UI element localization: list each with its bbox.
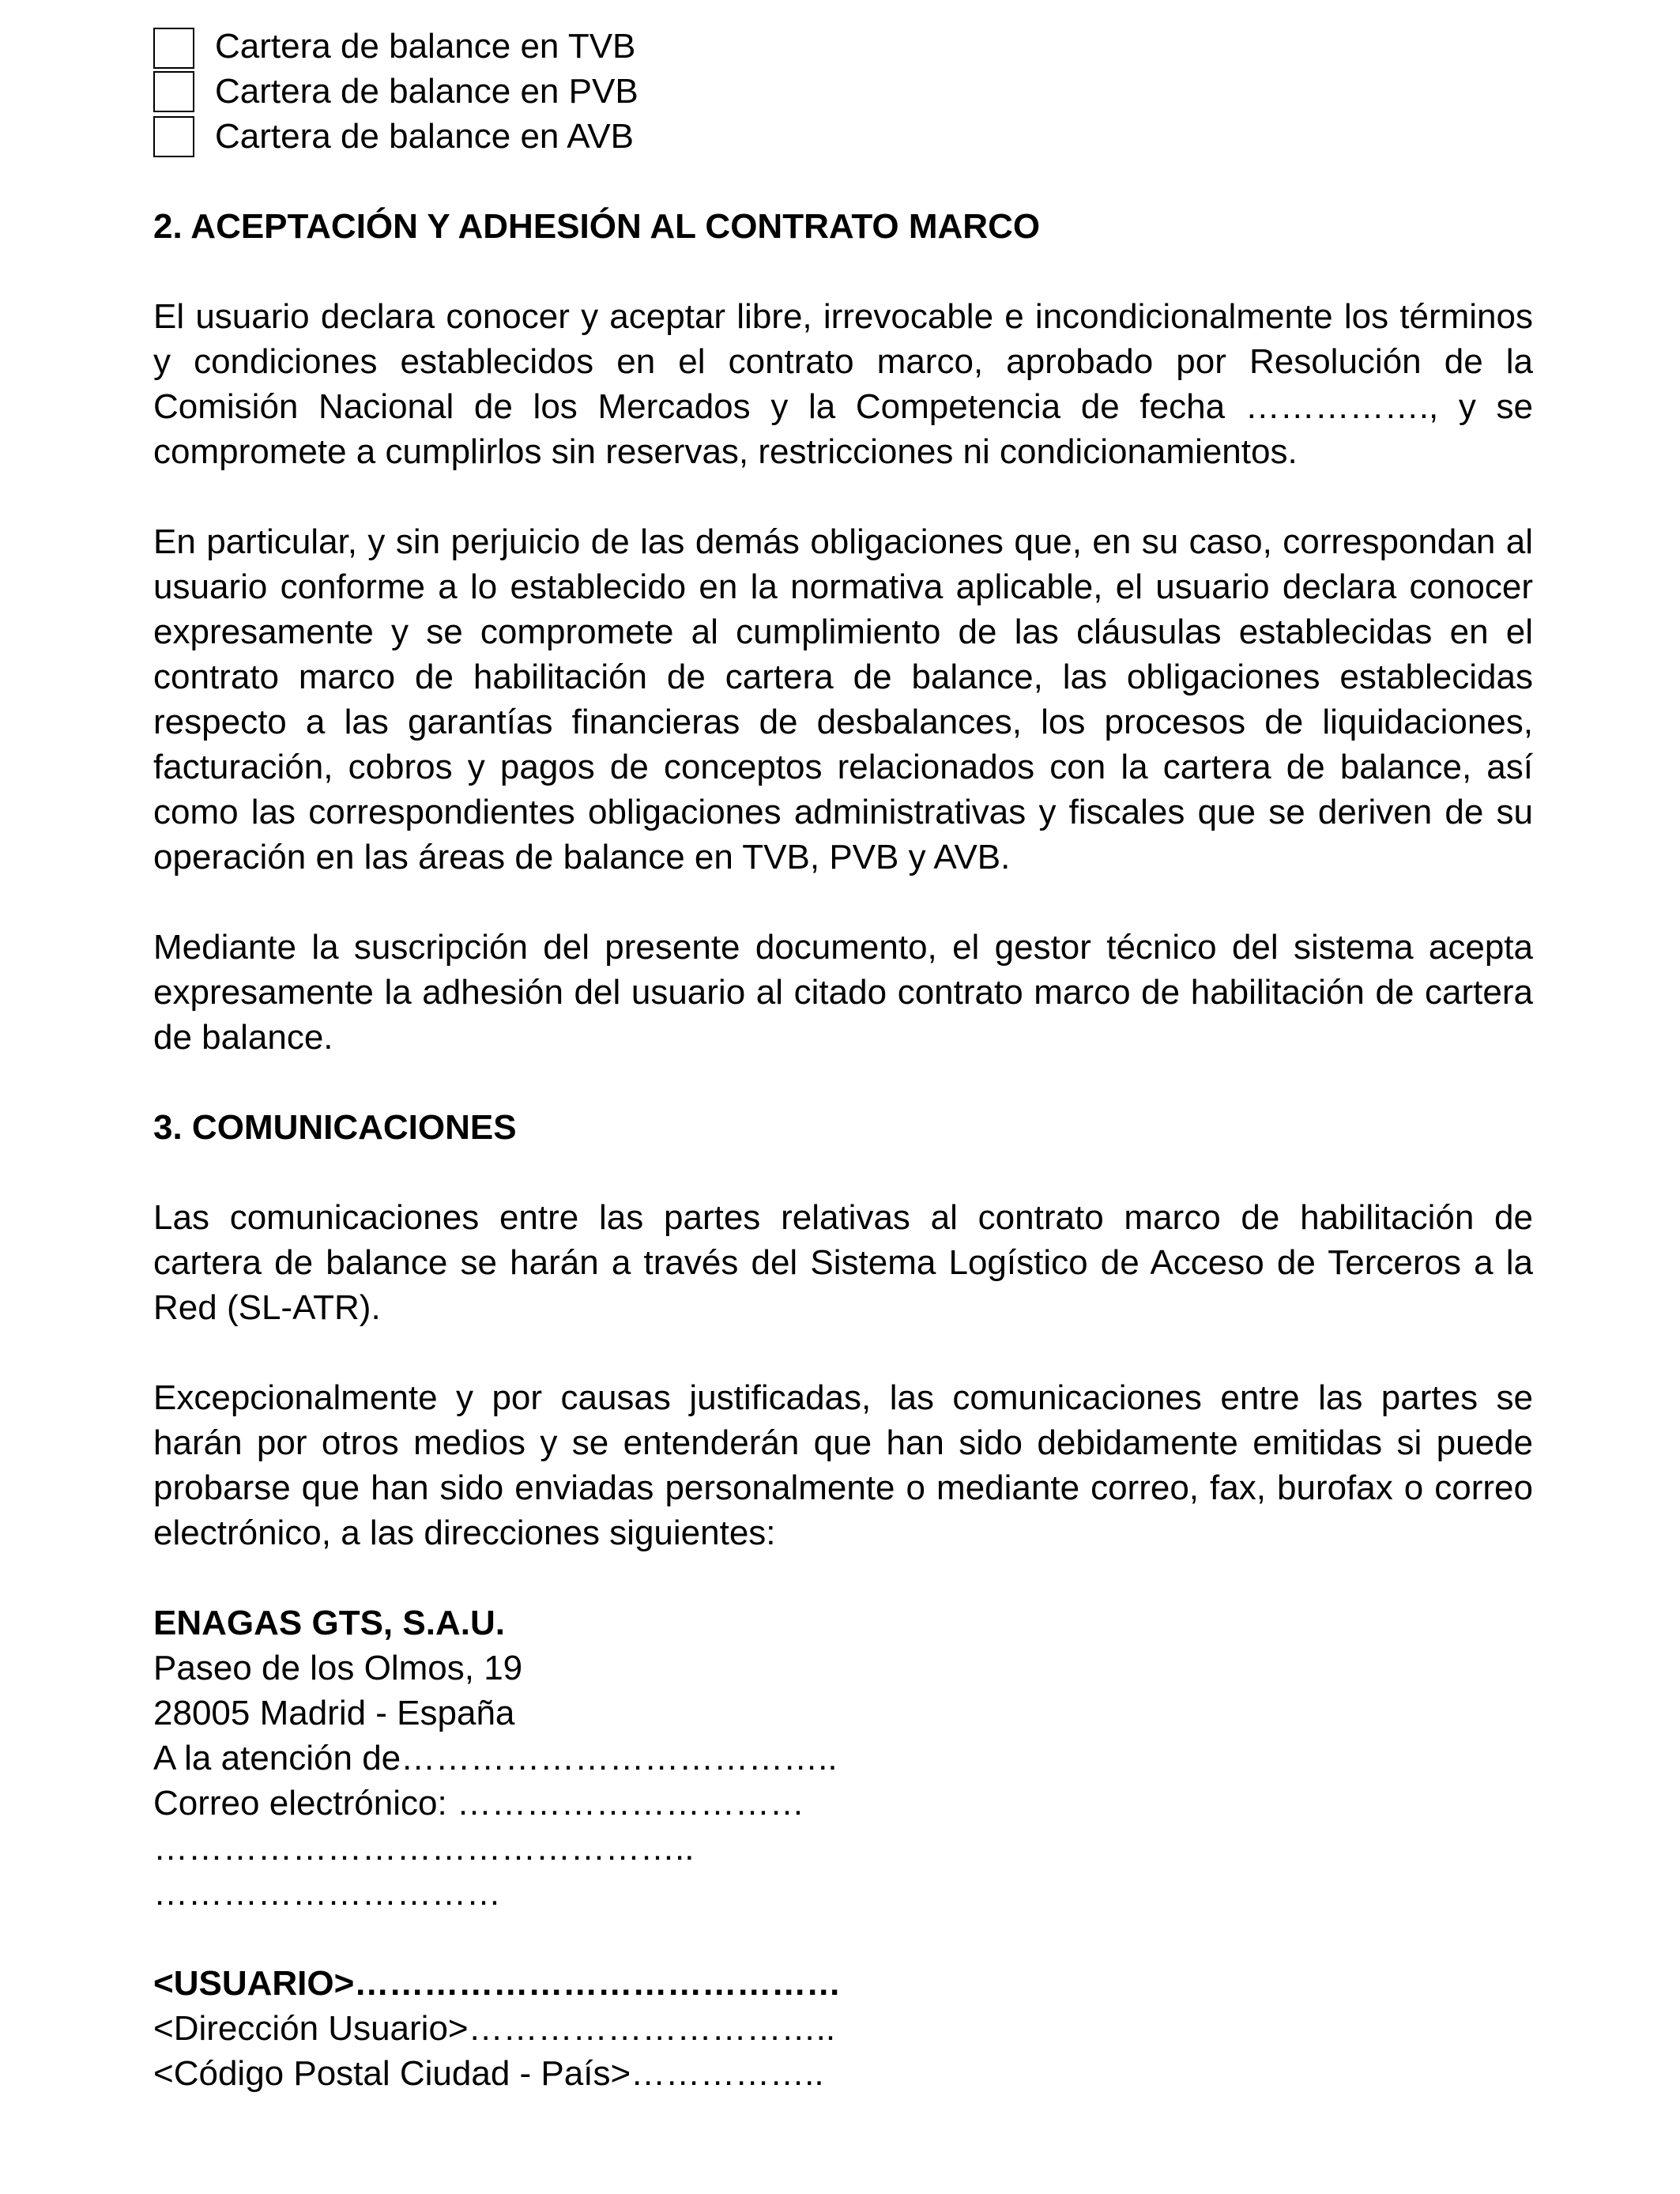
- section-3-paragraph-1: Las comunicaciones entre las partes relativas al contrato marco de habilitación de cartera de balance se harán a través del Sistema Logístico de Acceso de Terceros a la Red (SL-ATR).: [153, 1198, 1533, 1327]
- checkbox-label-pvb: Cartera de balance en PVB: [215, 72, 638, 111]
- enagas-street: Paseo de los Olmos, 19: [153, 1649, 523, 1687]
- checkbox-row-tvb[interactable]: [153, 24, 1533, 69]
- usuario-address: <Dirección Usuario>…………………………..: [153, 2009, 836, 2048]
- spacer: [153, 1060, 1533, 1105]
- section-2-paragraph-2: En particular, y sin perjuicio de las demás obligaciones que, en su caso, correspondan al usuario conforme a lo establecido en la normativa aplicable, el usuario declara conocer expresamente y se compromete al cumplimiento de las cláusulas establecidas en el contrato marco de habilitación de cartera de balance, las obligaciones establecidas respecto a las garantías financieras de desbalances, los procesos de liquidaciones, facturación, cobros y pagos de conceptos relacionados con la cartera de balance, así como las correspondientes obligaciones administrativas y fiscales que se deriven de su operación en las áreas de balance en TVB, PVB y AVB.: [153, 522, 1533, 876]
- section-3-paragraph-2: Excepcionalmente y por causas justificadas, las comunicaciones entre las partes se harán por otros medios y se entenderán que han sido debidamente emitidas si puede probarse que han sido enviadas personalmente o mediante correo, fax, burofax o correo electrónico, a las direcciones siguientes:: [153, 1378, 1533, 1552]
- section-2-paragraph-3: Mediante la suscripción del presente documento, el gestor técnico del sistema acepta expresamente la adhesión del usuario al citado contrato marco de habilitación de cartera de balance.: [153, 928, 1533, 1057]
- enagas-attention: A la atención de………………………………..: [153, 1739, 838, 1777]
- spacer: [153, 249, 1533, 294]
- spacer: [153, 880, 1533, 925]
- spacer: [153, 1555, 1533, 1600]
- checkbox-row-avb[interactable]: [153, 114, 1533, 159]
- usuario-name: <USUARIO>……………………………………: [153, 1964, 842, 2003]
- section-3-heading: 3. COMUNICACIONES: [153, 1108, 517, 1147]
- enagas-email: Correo electrónico: …………………………: [153, 1784, 804, 1823]
- checkbox-label-tvb: Cartera de balance en TVB: [215, 27, 636, 66]
- enagas-address-block: [153, 1600, 1533, 1916]
- checkbox-pvb[interactable]: [153, 71, 194, 112]
- enagas-extra-line-1: ………………………………………..: [153, 1829, 695, 1868]
- spacer: [153, 1150, 1533, 1195]
- spacer: [153, 159, 1533, 204]
- spacer: [153, 1916, 1533, 1961]
- enagas-name: ENAGAS GTS, S.A.U.: [153, 1604, 505, 1642]
- section-2-heading: 2. ACEPTACIÓN Y ADHESIÓN AL CONTRATO MARCO: [153, 207, 1041, 246]
- section-2-paragraph-1: El usuario declara conocer y aceptar libre, irrevocable e incondicionalmente los términos y condiciones establecidos en el contrato marco, aprobado por Resolución de la Comisión Nacional de los Mercados y la Competencia de fecha ……………., y se compromete a cumplirlos sin reservas, restricciones ni condicionamientos.: [153, 297, 1533, 471]
- spacer: [153, 1330, 1533, 1375]
- checkbox-avb[interactable]: [153, 116, 194, 157]
- checkbox-label-avb: Cartera de balance en AVB: [215, 117, 634, 156]
- enagas-city: 28005 Madrid - España: [153, 1694, 515, 1732]
- usuario-postal: <Código Postal Ciudad - País>……………..: [153, 2054, 824, 2093]
- spacer: [153, 474, 1533, 519]
- checkbox-row-pvb[interactable]: [153, 69, 1533, 114]
- enagas-extra-line-2: …………………………: [153, 1874, 501, 1913]
- checkbox-tvb[interactable]: [153, 28, 194, 69]
- usuario-address-block: [153, 1961, 1533, 2096]
- document-page: [153, 24, 1533, 2096]
